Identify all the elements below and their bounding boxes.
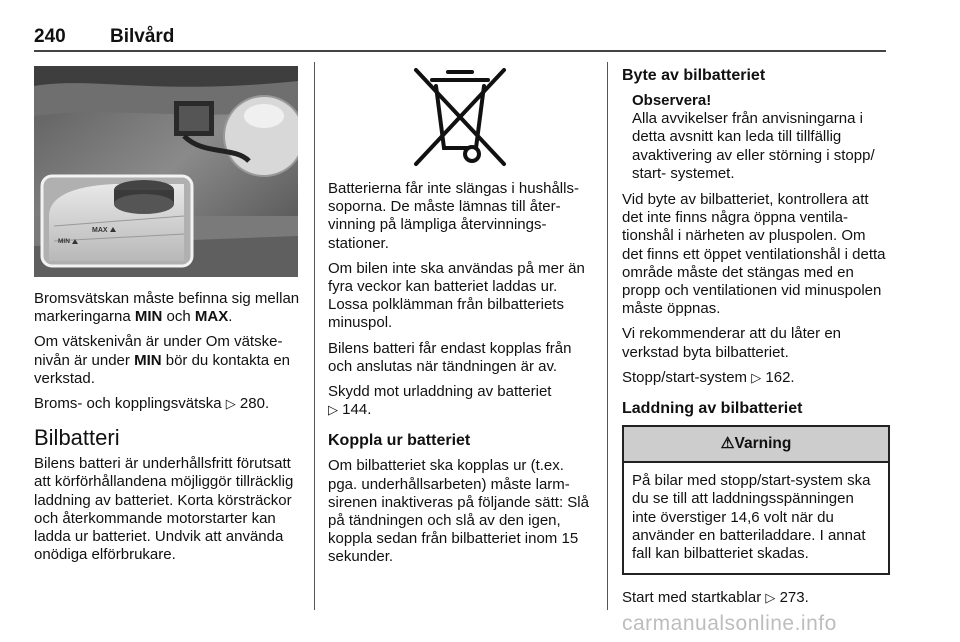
text: Broms- och kopplingsvätska — [34, 395, 226, 413]
min-mark-text: MIN — [134, 351, 162, 369]
section-heading-battery: Bilbatteri — [34, 425, 120, 451]
page-number: 240 — [34, 26, 66, 47]
subheading-disconnect: Koppla ur batteriet — [328, 432, 471, 450]
paragraph-jumpstart-ref — [622, 589, 890, 607]
paragraph-vent-holes: Vid byte av bilbatteriet, kontrollera att det inte finns några öppna ventilationshål i närheten av pluspolen. Om det finns ett öppet ventilationshål i detta område måste det stängas med en propp och ventilationen vid minuspolen måste öppnas. — [622, 191, 886, 318]
watermark: carmanualsonline.info — [622, 612, 837, 635]
page-header — [34, 26, 174, 48]
max-mark-text: MAX — [194, 308, 229, 326]
warning-header — [624, 427, 888, 463]
subheading-replace-battery: Byte av bilbatteriet — [622, 67, 766, 84]
paragraph-low-level — [34, 333, 302, 388]
page-ref-link[interactable]: 144. — [342, 401, 372, 419]
cross-reference-icon: ▷ — [225, 396, 236, 412]
note-body: Alla avvikelser från anvisningarna i detta avsnitt kan leda till tillfällig avaktivering av eller störning i stopp/ start- systemet. — [632, 110, 875, 182]
section-title: Bilvård — [110, 26, 175, 47]
cross-reference-icon: ▷ — [751, 369, 762, 385]
header-rule — [34, 50, 886, 52]
crossed-bin-icon — [408, 66, 512, 168]
brake-fluid-reservoir-photo — [34, 66, 298, 277]
note-title: Observera! — [632, 92, 712, 109]
min-mark-text: MIN — [134, 308, 163, 326]
text: bör du kontakta en verkstad. — [34, 351, 291, 387]
text: Skydd mot urladdning av batteriet — [328, 383, 552, 401]
text: Start med startkablar — [622, 589, 766, 607]
text: och — [162, 308, 195, 326]
warning-box — [622, 425, 890, 575]
text: . — [228, 308, 233, 326]
photo-label-max: MAX — [92, 227, 108, 234]
paragraph-brake-fluid-level — [34, 290, 302, 326]
paragraph-workshop: Vi rekommenderar att du låter en verkstad byta bilbatteriet. — [622, 325, 842, 361]
note-box — [622, 92, 890, 183]
photo-label-min: MIN — [58, 238, 70, 245]
page-ref-link[interactable]: 273. — [779, 589, 809, 607]
paragraph-disposal: Batterierna får inte slängas i hushållssoporna. De måste lämnas till återvinning på lämpliga återvinningsstationer. — [328, 180, 579, 252]
paragraph-stopstart-ref — [622, 369, 890, 387]
page-ref-link[interactable]: 280. — [239, 395, 270, 413]
paragraph-disconnect-rule: Bilens batteri får endast kopplas från och anslutas när tändningen är av. — [328, 339, 572, 375]
paragraph-battery: Bilens batteri är underhållsfritt förutsatt att körförhållandena möjliggör tillräcklig laddning av batteriet. Korta körsträckor och återkommande motorstarter kan ladda ur batteriet. Undvik att använda onödiga elförbrukare. — [34, 455, 294, 564]
column-2 — [328, 180, 596, 574]
paragraph-discharge-ref — [328, 383, 596, 419]
paragraph-storage: Om bilen inte ska användas på mer än fyra veckor kan batteriet laddas ur. Lossa polklämman från bilbatteriets minuspol. — [328, 259, 585, 332]
subheading-charging: Laddning av bilbatteriet — [622, 400, 803, 418]
text: Om vätskenivån är under Om vätskenivån är under — [34, 333, 283, 369]
cross-reference-icon: ▷ — [328, 402, 338, 418]
paragraph-disconnect: Om bilbatteriet ska kopplas ur (t.ex. pga. underhållsarbeten) måste larmsirenen inaktiveras på följande sätt: Slå på tändningen och slå av den igen, koppla sedan från bilbatteriet inom 15 sekunder. — [328, 457, 589, 566]
cross-reference-icon: ▷ — [765, 590, 776, 606]
column-1 — [34, 290, 302, 571]
column-divider-2 — [607, 62, 608, 610]
warning-title: Varning — [734, 435, 792, 453]
warning-body: På bilar med stopp/start-system ska du se till att laddningsspänningen inte överstiger 14,6 volt när du använder en batteriladdare. I annat fall kan bilbatteriet skadas. — [632, 472, 871, 563]
page-ref-link[interactable]: 162. — [765, 368, 795, 386]
text: Bromsvätskan måste befinna sig mellan markeringarna — [34, 290, 300, 326]
paragraph-fluid-ref — [34, 395, 302, 413]
text: Stopp/start-system — [622, 368, 752, 386]
warning-triangle-icon: ⚠ — [720, 435, 735, 453]
column-divider-1 — [314, 62, 315, 610]
detail-inset — [42, 176, 192, 266]
column-3 — [622, 66, 890, 614]
